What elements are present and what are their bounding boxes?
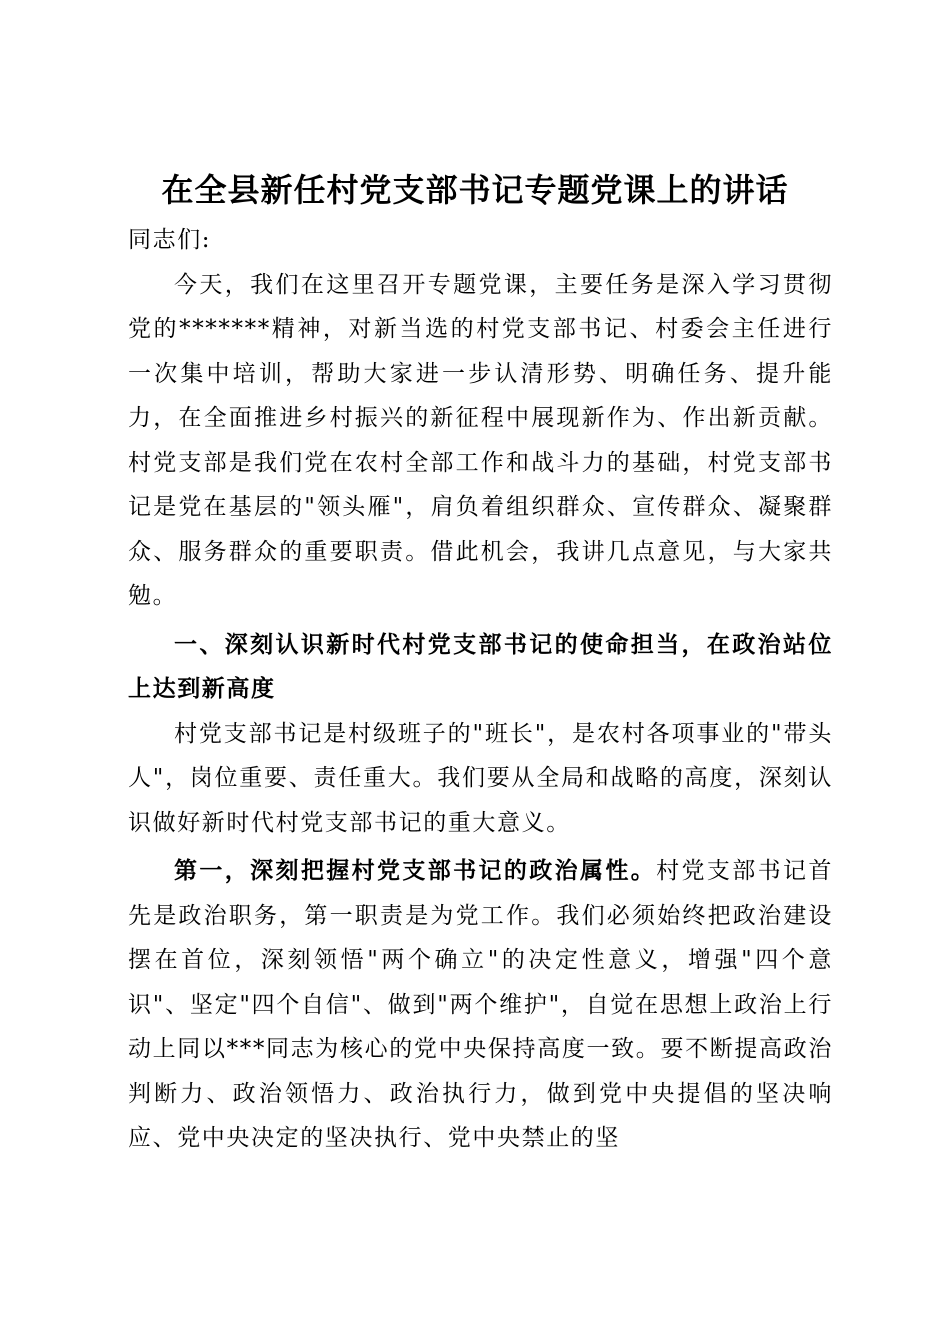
- point-1-body: 村党支部书记首先是政治职务，第一职责是为党工作。我们必须始终把政治建设摆在首位，深刻领悟"两个确立"的决定性意义，增强"四个意识"、坚定"四个自信"、做到"两个维护"，自觉在思想上政治上行动上同以***同志为核心的党中央保持高度一致。要不断提高政治判断力、政治领悟力、政治执行力，做到党中央提倡的坚决响应、党中央决定的坚决执行、党中央禁止的坚: [128, 858, 833, 1151]
- salutation: 同志们:: [128, 227, 212, 253]
- point-1-paragraph: [128, 849, 833, 1161]
- intro-paragraph: 今天，我们在这里召开专题党课，主要任务是深入学习贯彻党的*******精神，对新当选的村党支部书记、村委会主任进行一次集中培训，帮助大家进一步认清形势、明确任务、提升能力，在全面推进乡村振兴的新征程中展现新作为、作出新贡献。村党支部是我们党在农村全部工作和战斗力的基础，村党支部书记是党在基层的"领头雁"，肩负着组织群众、宣传群众、凝聚群众、服务群众的重要职责。借此机会，我讲几点意见，与大家共勉。: [128, 271, 833, 609]
- section-1-paragraph: 村党支部书记是村级班子的"班长"，是农村各项事业的"带头人"，岗位重要、责任重大。我们要从全局和战略的高度，深刻认识做好新时代村党支部书记的重大意义。: [128, 720, 833, 836]
- document-body: [128, 218, 833, 1161]
- point-1-lead: 第一，深刻把握村党支部书记的政治属性。: [174, 858, 657, 884]
- section-1-heading: 一、深刻认识新时代村党支部书记的使命担当，在政治站位上达到新高度: [128, 631, 833, 702]
- document-title: 在全县新任村党支部书记专题党课上的讲话: [161, 171, 789, 209]
